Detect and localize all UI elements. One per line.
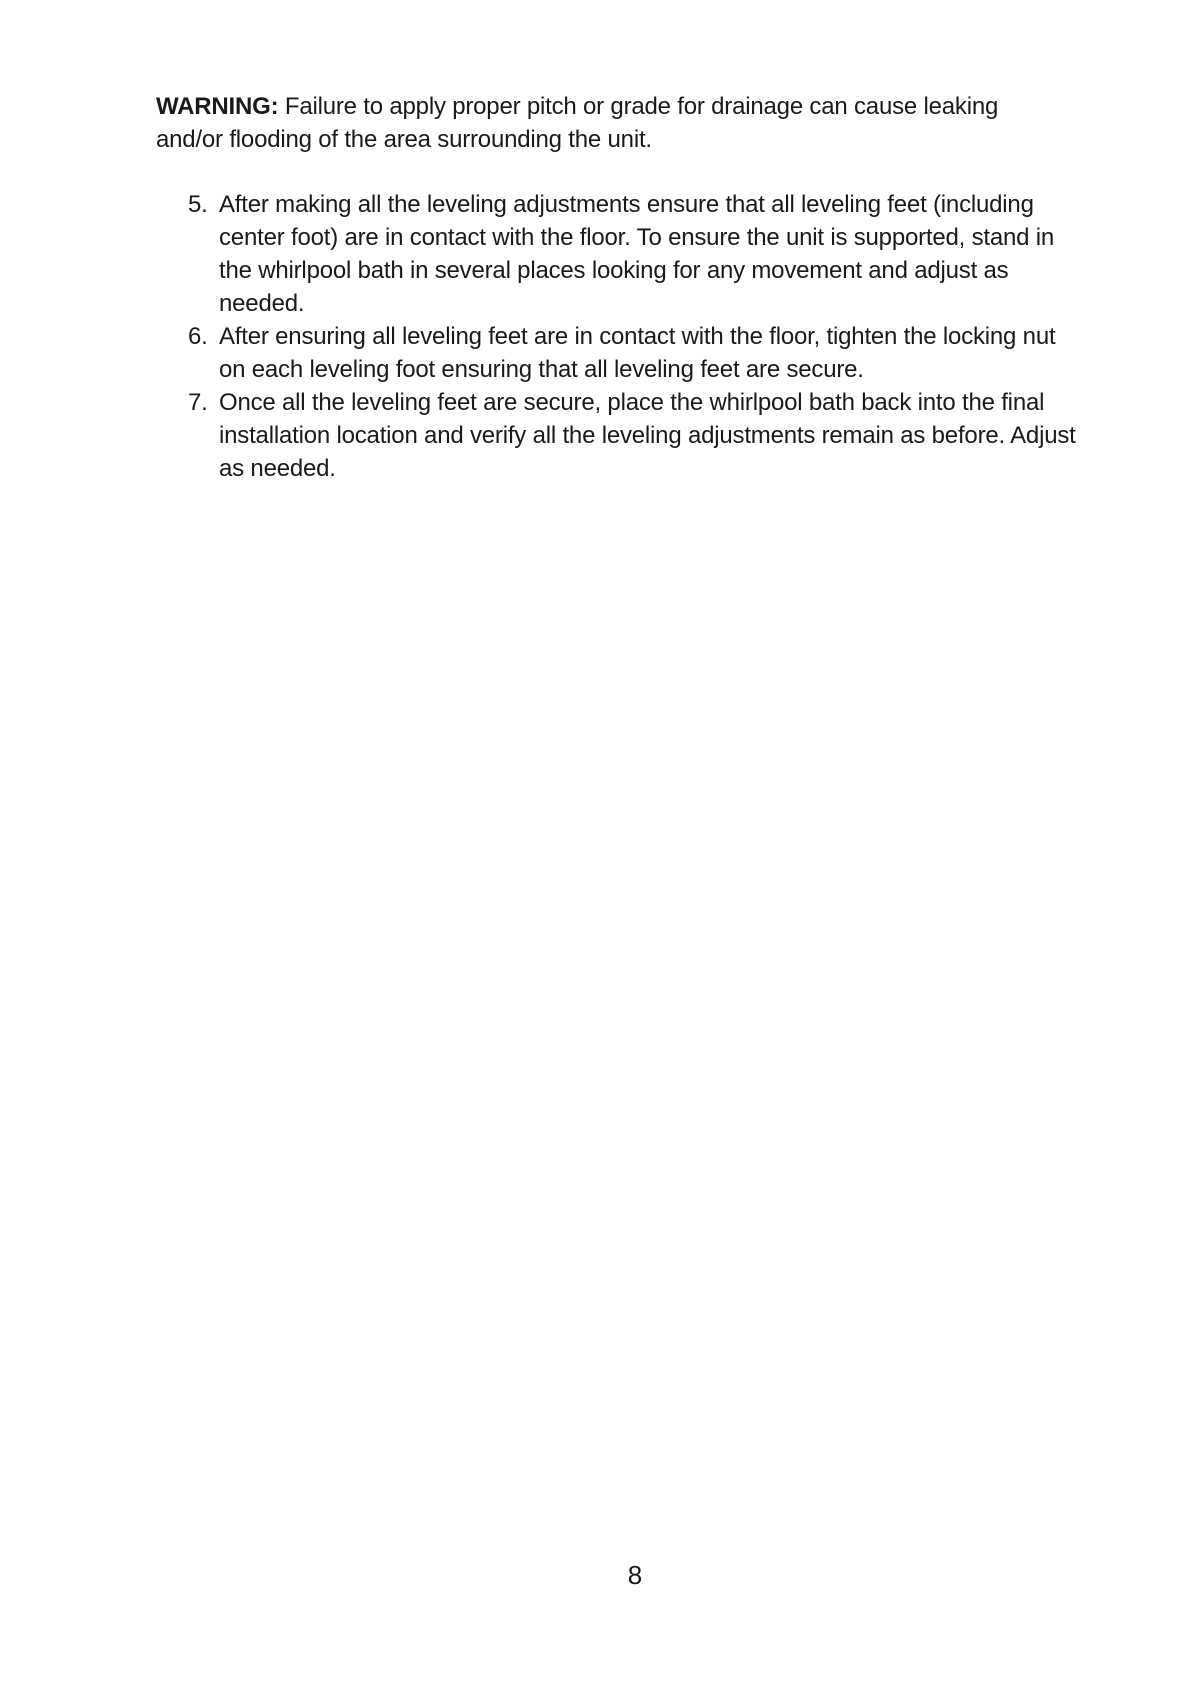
page-number: 8 bbox=[627, 1560, 643, 1590]
step-number: 7. bbox=[188, 389, 208, 416]
step-item bbox=[188, 386, 1088, 485]
step-text: Once all the leveling feet are secure, place the whirlpool bath back into the final installation location and verify all the leveling adjustments remain as before. Adjust as needed. bbox=[219, 389, 1076, 482]
step-text: After making all the leveling adjustments ensure that all leveling feet (including center foot) are in contact with the floor. To ensure the unit is supported, stand in the whirlpool bath in several places looking for any movement and adjust as needed. bbox=[219, 191, 1055, 317]
step-text: After ensuring all leveling feet are in contact with the floor, tighten the locking nut on each leveling foot ensuring that all leveling feet are secure. bbox=[219, 323, 1056, 383]
step-number: 6. bbox=[188, 323, 208, 350]
warning-label: WARNING: bbox=[156, 93, 279, 120]
step-item bbox=[188, 188, 1088, 320]
warning-text: Failure to apply proper pitch or grade for drainage can cause leaking and/or flooding of the area surrounding the unit. bbox=[156, 93, 999, 153]
warning-paragraph bbox=[156, 90, 1056, 156]
step-number: 5. bbox=[188, 191, 208, 218]
instruction-steps bbox=[188, 188, 1088, 485]
step-item bbox=[188, 320, 1088, 386]
